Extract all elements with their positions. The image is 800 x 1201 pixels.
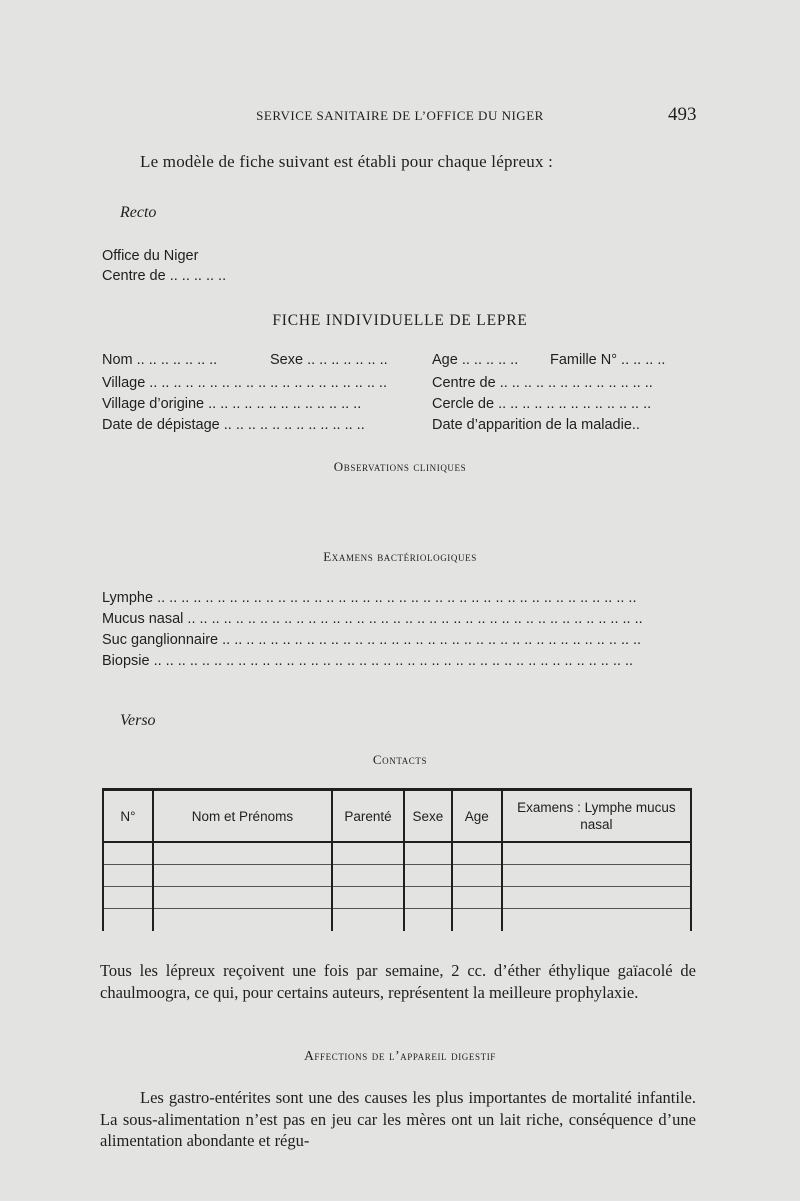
office-line: Office du Niger xyxy=(102,248,199,264)
form-row-nom xyxy=(102,352,698,372)
exam-mucus: Mucus nasal .. .. .. .. .. .. .. .. .. .. .. .. .. .. .. .. .. .. .. .. .. .. .. .. .. .. .. .. .. .. .. .. .. .. .. .. .. .. xyxy=(102,611,643,627)
centre-line: Centre de .. .. .. .. .. xyxy=(102,268,227,284)
field-village: Village .. .. .. .. .. .. .. .. .. .. .. .. .. .. .. .. .. .. .. .. xyxy=(102,375,387,391)
field-date-apparition: Date d’apparition de la maladie.. xyxy=(432,417,640,433)
field-cercle: Cercle de .. .. .. .. .. .. .. .. .. .. .. .. .. xyxy=(432,396,652,412)
field-nom: Nom .. .. .. .. .. .. .. xyxy=(102,352,218,368)
affections-heading: Affections de l’appareil digestif xyxy=(304,1048,496,1063)
fiche-title: FICHE INDIVIDUELLE DE LEPRE xyxy=(272,312,528,329)
field-village-origine: Village d’origine .. .. .. .. .. .. .. .. .. .. .. .. .. xyxy=(102,396,362,412)
col-age: Age xyxy=(452,790,502,843)
intro-sentence: Le modèle de fiche suivant est établi pour chaque lépreux : xyxy=(140,152,554,171)
page-number: 493 xyxy=(668,104,697,125)
form-row-origine xyxy=(102,396,698,416)
contacts-table xyxy=(102,788,692,931)
table-row xyxy=(103,909,691,932)
examens-heading: Examens bactériologiques xyxy=(323,549,477,564)
col-nom-prenoms: Nom et Prénoms xyxy=(153,790,332,843)
paragraph-gastro: Les gastro-entérites sont une des causes les plus importantes de mortalité infantile. La sous-alimentation n’est pas en jeu car les mères ont un lait riche, conséquence d’une alimentation abondante et régu- xyxy=(100,1088,696,1150)
field-age: Age .. .. .. .. .. xyxy=(432,352,519,368)
field-date-depistage: Date de dépistage .. .. .. .. .. .. .. .. .. .. .. .. xyxy=(102,417,365,433)
observations-heading: Observations cliniques xyxy=(333,459,467,474)
recto-label: Recto xyxy=(120,204,157,221)
exam-biopsie: Biopsie .. .. .. .. .. .. .. .. .. .. .. .. .. .. .. .. .. .. .. .. .. .. .. .. .. .. .. .. .. .. .. .. .. .. .. .. .. .. .. .. xyxy=(102,653,633,669)
col-parente: Parenté xyxy=(332,790,404,843)
paragraph-prophylaxie: Tous les lépreux reçoivent une fois par semaine, 2 cc. d’éther éthylique gaïacolé de chaulmoogra, ce qui, pour certains auteurs, représentent la meilleure prophylaxie. xyxy=(100,961,696,1002)
field-centre: Centre de .. .. .. .. .. .. .. .. .. .. .. .. .. xyxy=(432,375,653,391)
table-row xyxy=(103,865,691,887)
col-numero: N° xyxy=(103,790,153,843)
form-row-dates xyxy=(102,417,698,437)
exam-suc: Suc ganglionnaire .. .. .. .. .. .. .. .. .. .. .. .. .. .. .. .. .. .. .. .. .. .. .. .. .. .. .. .. .. .. .. .. .. .. .. xyxy=(102,632,642,648)
col-examens: Examens : Lymphe mucus nasal xyxy=(502,790,691,843)
table-row xyxy=(103,887,691,909)
field-sexe: Sexe .. .. .. .. .. .. .. xyxy=(270,352,388,368)
field-famille: Famille N° .. .. .. .. xyxy=(550,352,666,368)
verso-label: Verso xyxy=(120,712,156,729)
col-sexe: Sexe xyxy=(404,790,452,843)
table-row xyxy=(103,842,691,865)
running-head: SERVICE SANITAIRE DE L’OFFICE DU NIGER xyxy=(256,108,544,123)
form-row-village xyxy=(102,375,698,395)
exam-lymphe: Lymphe .. .. .. .. .. .. .. .. .. .. .. .. .. .. .. .. .. .. .. .. .. .. .. .. .. .. .. .. .. .. .. .. .. .. .. .. .. .. .. .. xyxy=(102,590,637,606)
contacts-heading: Contacts xyxy=(372,752,428,767)
